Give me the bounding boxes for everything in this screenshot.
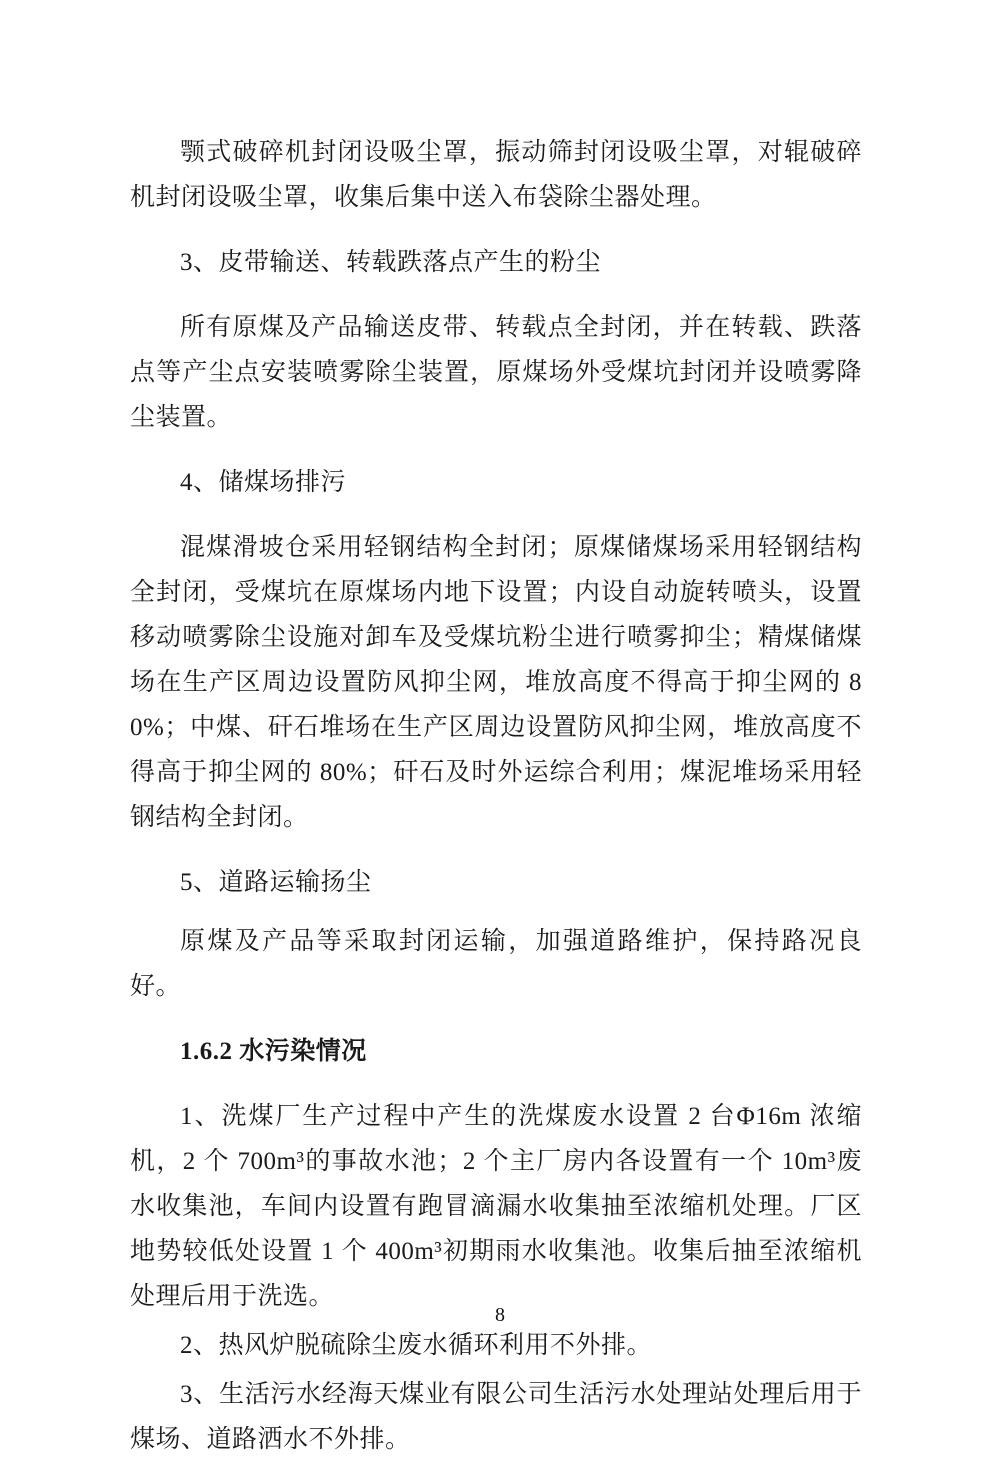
paragraph-belt-transfer-dust: 所有原煤及产品输送皮带、转载点全封闭，并在转载、跌落点等产尘点安装喷雾除尘装置，原煤场外受煤坑封闭并设喷雾降尘装置。 xyxy=(130,314,862,431)
paragraph-coal-storage-measures: 混煤滑坡仓采用轻钢结构全封闭；原煤储煤场采用轻钢结构全封闭，受煤坑在原煤场内地下设置；内设自动旋转喷头，设置移动喷雾除尘设施对卸车及受煤坑粉尘进行喷雾抑尘；精煤储煤场在生产区周边设置防风抑尘网，堆放高度不得高于抑尘网的 80%；中煤、矸石堆场在生产区周边设置防风抑尘网，堆放高度不得高于抑尘网的 80%；矸石及时外运综合利用；煤泥堆场采用轻钢结构全封闭。 xyxy=(130,534,862,831)
paragraph-crusher-dust-control: 颚式破碎机封闭设吸尘罩，振动筛封闭设吸尘罩，对辊破碎机封闭设吸尘罩，收集后集中送入布袋除尘器处理。 xyxy=(130,139,862,211)
paragraph-water-2-furnace-wastewater: 2、热风炉脱硫除尘废水循环利用不外排。 xyxy=(180,1332,653,1359)
paragraph-road-transport: 原煤及产品等采取封闭运输，加强道路维护，保持路况良好。 xyxy=(130,928,862,1000)
page-number: 8 xyxy=(495,1304,505,1326)
heading-section-1-6-2-water-pollution: 1.6.2 水污染情况 xyxy=(180,1038,367,1065)
heading-item-5-road-dust: 5、道路运输扬尘 xyxy=(180,869,372,896)
paragraph-water-3-domestic-sewage: 3、生活污水经海天煤业有限公司生活污水处理站处理后用于煤场、道路洒水不外排。 xyxy=(130,1381,862,1453)
heading-item-4-coal-yard: 4、储煤场排污 xyxy=(180,469,347,496)
paragraph-water-1-washing-wastewater: 1、洗煤厂生产过程中产生的洗煤废水设置 2 台Φ16m 浓缩机，2 个 700m³的事故水池；2 个主厂房内各设置有一个 10m³废水收集池，车间内设置有跑冒滴漏水收集抽至浓缩机处理。厂区地势较低处设置 1 个 400m³初期雨水收集池。收集后抽至浓缩机处理后用于洗选。 xyxy=(130,1103,862,1310)
heading-item-3-belt-dust: 3、皮带输送、转载跌落点产生的粉尘 xyxy=(180,249,602,276)
